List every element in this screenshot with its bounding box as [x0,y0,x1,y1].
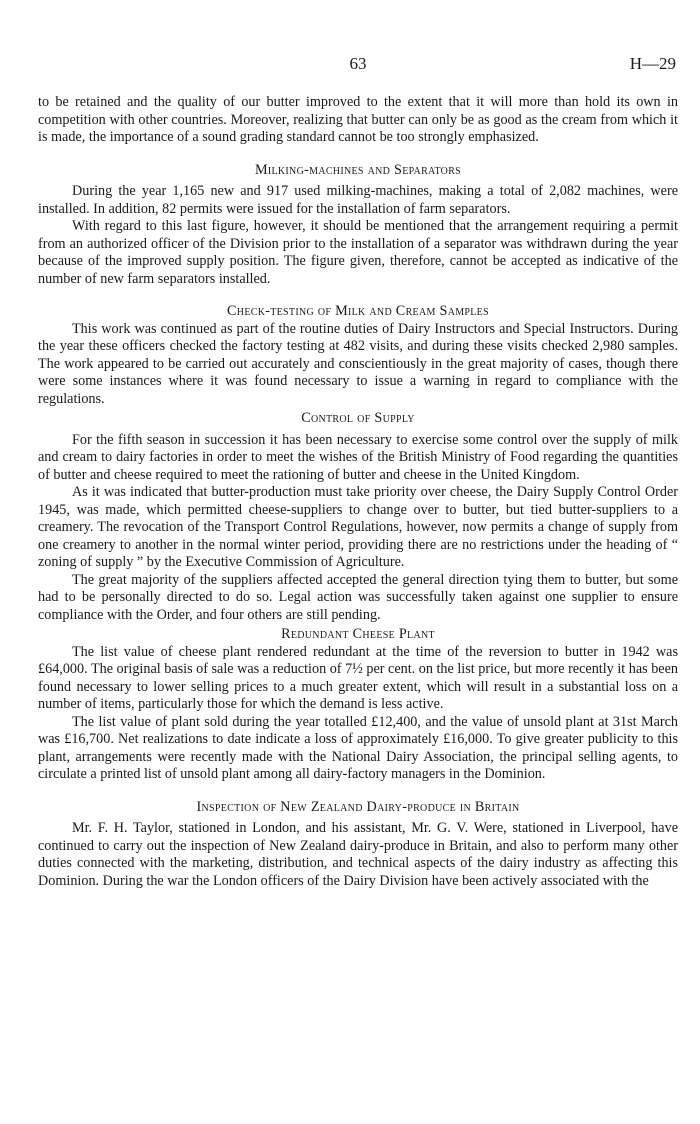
control-supply-paragraph-1: For the fifth season in succession it has been necessary to exercise some control over the supply of milk and cream to dairy factories in order to meet the wishes of the British Ministry of Food regarding the quantities of butter and cheese required to meet the rationing of butter and cheese in the United Kingdom. [38,431,678,483]
redundant-paragraph-2: The list value of plant sold during the year totalled £12,400, and the value of unsold plant at 31st March was £16,700. Net realizations to date indicate a loss of approximately £16,000. To give greater publicity to this plant, arrangements were recently made with the National Dairy Association, the principal selling agents, to circulate a printed list of unsold plant among all dairy-factory managers in the Dominion. [38,713,678,782]
control-supply-paragraph-3: The great majority of the suppliers affected accepted the general direction tying them to butter, but some had to be personally directed to do so. Legal action was successfully taken against one supplier to ensure compliance with the Order, and four others are still pending. [38,571,678,623]
milking-paragraph-2: With regard to this last figure, however, it should be mentioned that the arrangement requiring a permit from an authorized officer of the Division prior to the installation of a separator was withdrawn during the year because of the improved supply position. The figure given, therefore, cannot be accepted as indicative of the number of new farm separators installed. [38,218,678,287]
section-heading-inspection-britain: Inspection of New Zealand Dairy-produce in Britain [196,798,520,815]
control-supply-paragraph-2: As it was indicated that butter-production must take priority over cheese, the Dairy Supply Control Order 1945, was made, which permitted cheese-suppliers to change over to butter, but tied butter-suppliers to a creamery. The revocation of the Transport Control Regulations, however, now permits a change of supply from one creamery to another in the normal winter period, providing there are no restrictions under the heading of “ zoning of supply ” by the Executive Commission of Agriculture. [38,484,678,570]
section-heading-redundant-cheese-plant: Redundant Cheese Plant [281,626,435,642]
section-heading-milking-machines: Milking-machines and Separators [254,161,462,178]
document-code: H—29 [629,54,676,73]
document-body [38,94,678,890]
section-heading-check-testing: Check-testing of Milk and Cream Samples [227,303,489,319]
page-number: 63 [349,54,367,73]
page-header [38,50,678,74]
redundant-paragraph-1: The list value of cheese plant rendered redundant at the time of the reversion to butter in 1942 was £64,000. The original basis of sale was a reduction of 7½ per cent. on the list price, but more recently it has been found necessary to lower selling prices to a much greater extent, which will result in a substantial loss on a number of items, particularly those for which the demand is less active. [38,643,678,712]
intro-paragraph: to be retained and the quality of our butter improved to the extent that it will more than hold its own in competition with other countries. Moreover, realizing that butter can only be as good as the cream from which it is made, the importance of a sound grading standard cannot be too strongly emphasized. [38,94,678,145]
check-testing-paragraph-1: This work was continued as part of the routine duties of Dairy Instructors and Special Instructors. During the year these officers checked the factory testing at 482 visits, and during these visits checked 2,980 samples. The work appeared to be carried out accurately and conscientiously in the great majority of cases, though there were some instances where it was found necessary to issue a warning in regard to compliance with the regulations. [38,320,678,407]
milking-paragraph-1: During the year 1,165 new and 917 used milking-machines, making a total of 2,082 machines, were installed. In addition, 82 permits were issued for the installation of farm separators. [38,183,678,217]
section-heading-control-of-supply: Control of Supply [301,410,415,426]
inspection-paragraph-1: Mr. F. H. Taylor, stationed in London, and his assistant, Mr. G. V. Were, stationed in Liverpool, have continued to carry out the inspection of New Zealand dairy-produce in Britain, and also to perform many other duties connected with the marketing, distribution, and technical aspects of the dairy industry as affecting this Dominion. During the war the London officers of the Dairy Division have been actively associated with the [38,820,678,889]
